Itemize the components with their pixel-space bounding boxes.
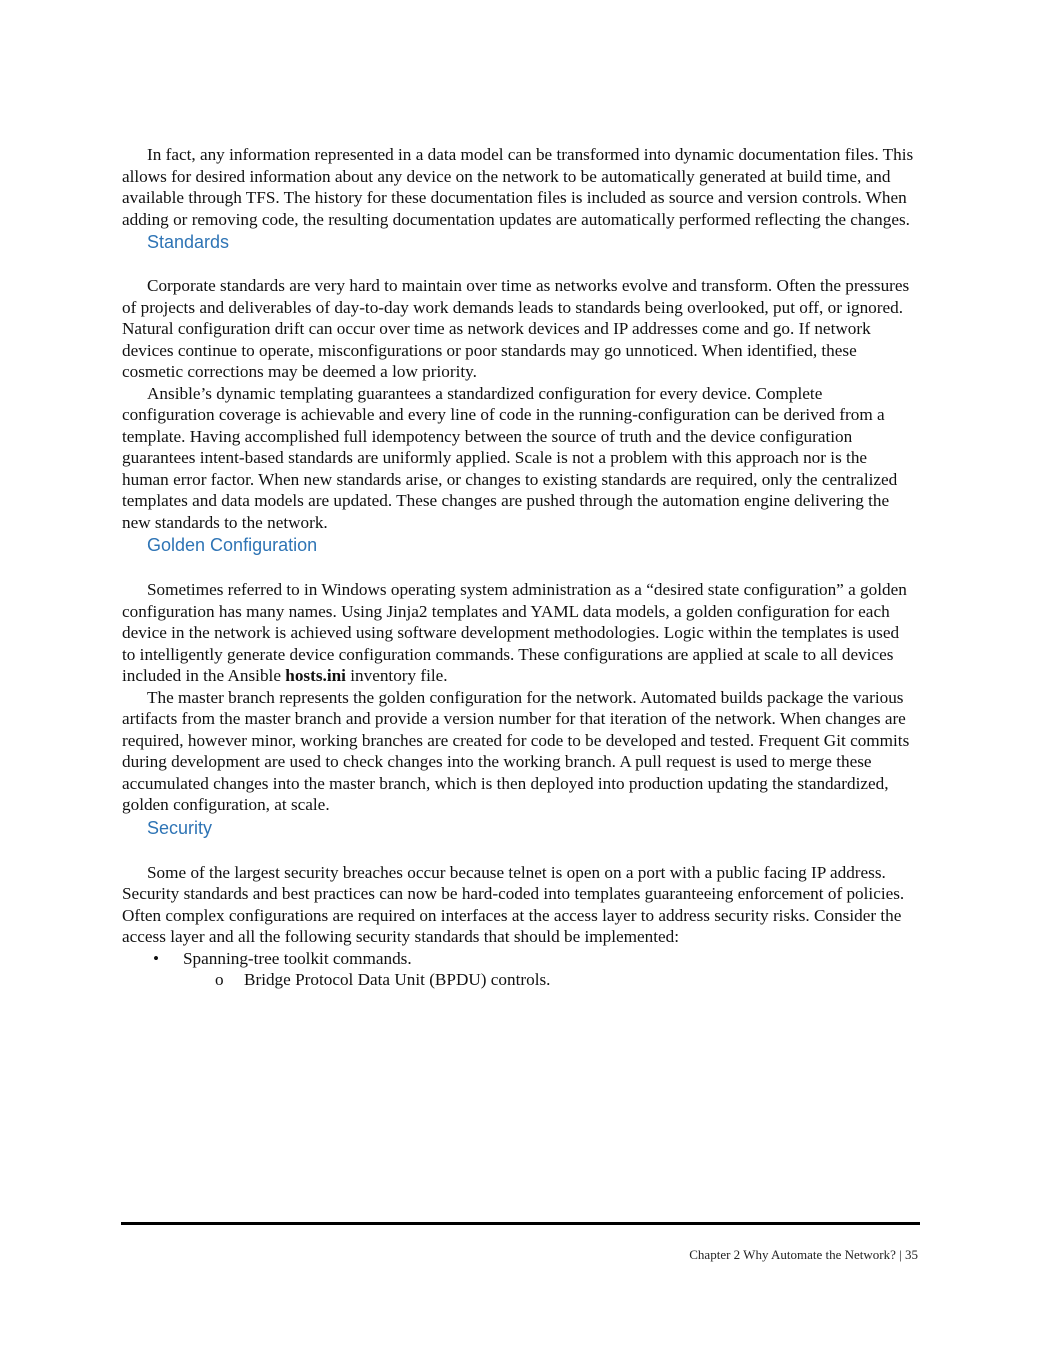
sub-list-item (122, 969, 915, 991)
list-item (122, 948, 915, 970)
paragraph-golden-configuration (122, 579, 915, 687)
paragraph-security: Some of the largest security breaches occur because telnet is open on a port with a public facing IP address. Security standards and best practices can now be hard-coded into templates guaranteeing enforcement of policies. Often complex configurations are required on interfaces at the access layer to address security risks. Consider the access layer and all the following security standards that should be implemented: (122, 862, 905, 946)
sub-list-item-label: Bridge Protocol Data Unit (BPDU) controls. (244, 970, 551, 989)
paragraph-dynamic-templating: Ansible’s dynamic templating guarantees a standardized configuration for every device. Complete configuration coverage is achievable and every line of code in the running-configuration can be derived from a template. Having accomplished full idempotency between the source of truth and the device configuration guarantees intent-based standards are uniformly applied. Scale is not a problem with this approach nor is the human error factor. When new standards arise, or changes to existing standards are required, only the centralized templates and data models are updated. These changes are pushed through the automation engine delivering the new standards to the network. (122, 383, 898, 532)
paragraph-golden-configuration-tail: inventory file. (345, 666, 448, 685)
paragraph-golden-configuration-text: Sometimes referred to in Windows operating system administration as a “desired state configuration” a golden configuration has many names. Using Jinja2 templates and YAML data models, a golden configuration for each device in the network is achieved using software development methodologies. Logic within the templates is used to intelligently generate device configuration commands. These configurations are applied at scale to all devices included in the Ansible (122, 580, 907, 685)
paragraph-master-branch: The master branch represents the golden configuration for the network. Automated builds package the various artifacts from the master branch and provide a version number for that iteration of the network. When changes are required, however minor, working branches are created for code to be developed and tested. Frequent Git commits during development are used to check changes into the working branch. A pull request is used to merge these accumulated changes into the master branch, which is then deployed into production updating the standardized, golden configuration, at scale. (122, 687, 910, 814)
list-item-label: Spanning-tree toolkit commands. (183, 948, 412, 968)
bullet-marker: • (153, 948, 160, 968)
hosts-ini-filename: hosts.ini (285, 666, 346, 685)
paragraph-corporate-standards: Corporate standards are very hard to maintain over time as networks evolve and transform. Often the pressures of projects and deliverables of day-to-day work demands leads to standards being overlooked, put off, or ignored. Natural configuration drift can occur over time as network devices and IP addresses come and go. If network devices continue to operate, misconfigurations or poor standards may go unnoticed. When identified, these cosmetic corrections may be deemed a low priority. (122, 276, 910, 381)
security-standards-list (122, 948, 915, 991)
page-content (122, 144, 915, 991)
paragraph-dynamic-documentation: In fact, any information represented in a data model can be transformed into dynamic documentation files. This allows for desired information about any device on the network to be automatically generated at build time, and available through TFS. The history for these documentation files is included as source and version controls. When adding or removing code, the resulting documentation updates are automatically performed reflecting the changes. (122, 145, 914, 229)
heading-golden-configuration: Golden Configuration (147, 535, 318, 555)
heading-security: Security (147, 817, 213, 838)
heading-standards: Standards (147, 232, 230, 252)
page-footer: Chapter 2 Why Automate the Network? | 35 (689, 1247, 918, 1262)
footer-divider (121, 1222, 920, 1225)
sub-bullet-marker: o (215, 970, 224, 989)
